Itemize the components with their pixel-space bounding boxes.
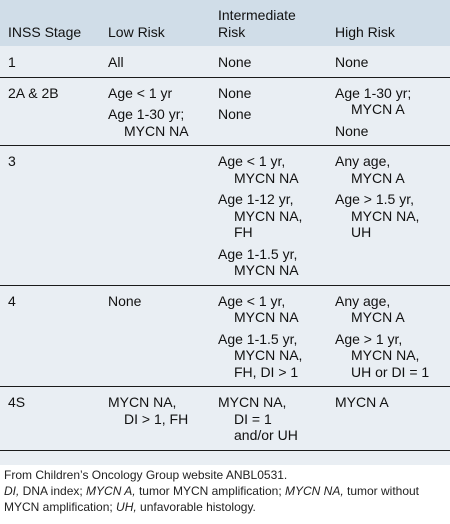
criteria-line: Any age, xyxy=(335,292,391,309)
criteria-line: Age > 1 yr, xyxy=(335,330,403,347)
criteria-line: Age < 1 yr xyxy=(108,84,173,101)
abbreviation-definition: tumor without MYCN amplification; xyxy=(4,484,420,514)
abbreviation-definition: DNA index; xyxy=(19,484,87,498)
cell-intermediate-risk xyxy=(210,46,327,77)
risk-criteria-entry xyxy=(218,85,325,102)
cell-low-risk xyxy=(100,285,210,387)
criteria-line: None xyxy=(108,292,142,309)
risk-criteria-entry xyxy=(335,394,448,411)
risk-criteria-entry xyxy=(335,191,448,241)
criteria-line: MYCN NA, xyxy=(234,207,303,224)
criteria-line: None xyxy=(218,106,252,122)
risk-criteria-entry xyxy=(335,331,448,381)
cell-inss-stage: 3 xyxy=(8,153,16,169)
cell-inss-stage: 4 xyxy=(8,292,16,309)
risk-criteria-entry xyxy=(108,293,208,310)
risk-criteria-entry xyxy=(335,293,448,326)
criteria-line: Age 1-1.5 yr, xyxy=(218,330,298,347)
risk-criteria-entry xyxy=(218,293,325,326)
risk-criteria-entry xyxy=(335,54,448,71)
header-intermediate-risk: Intermediate Risk xyxy=(210,0,327,46)
table-row xyxy=(0,77,450,146)
criteria-line: Age 1-1.5 yr, xyxy=(218,245,298,262)
risk-criteria-entry xyxy=(218,394,325,444)
criteria-line: Age < 1 yr, xyxy=(218,292,286,309)
cell-low-risk xyxy=(100,146,210,286)
table-row xyxy=(0,387,450,451)
criteria-line: None xyxy=(335,54,369,70)
header-row xyxy=(0,0,450,46)
criteria-line: UH xyxy=(351,224,372,240)
criteria-line: MYCN NA, xyxy=(108,394,177,410)
cell-low-risk xyxy=(100,387,210,451)
cell-intermediate-risk xyxy=(210,77,327,146)
caption-source: From Children’s Oncology Group website ANBL0531. xyxy=(4,468,288,482)
criteria-line: Age 1-12 yr, xyxy=(218,191,294,207)
cell-high-risk xyxy=(327,146,450,286)
cell-low-risk xyxy=(100,77,210,146)
criteria-line: Age 1-30 yr; xyxy=(108,106,185,122)
criteria-line: UH or DI = 1 xyxy=(351,363,430,380)
cell-inss-stage: 1 xyxy=(8,54,16,70)
cell-high-risk xyxy=(327,77,450,146)
abbreviation-term: DI, xyxy=(4,484,20,498)
cell-high-risk xyxy=(327,387,450,451)
criteria-line: MYCN NA xyxy=(124,122,189,139)
criteria-line: Age < 1 yr, xyxy=(218,153,286,169)
table-row xyxy=(0,285,450,387)
criteria-line: Age > 1.5 yr, xyxy=(335,191,414,207)
criteria-line: MYCN A xyxy=(351,169,405,186)
cell-low-risk xyxy=(100,46,210,77)
criteria-line: MYCN A xyxy=(351,309,405,325)
criteria-line: MYCN NA xyxy=(234,309,299,325)
criteria-line: MYCN NA, xyxy=(234,347,303,363)
risk-criteria-entry xyxy=(218,191,325,241)
table-row xyxy=(0,46,450,77)
caption-abbreviations xyxy=(4,483,450,515)
header-high-risk: High Risk xyxy=(327,0,450,46)
criteria-line: DI > 1, FH xyxy=(124,410,189,427)
cell-intermediate-risk xyxy=(210,285,327,387)
criteria-line: MYCN NA xyxy=(234,169,299,186)
criteria-line: None xyxy=(218,84,252,101)
header-inss-stage: INSS Stage xyxy=(0,0,100,46)
criteria-line: None xyxy=(335,122,369,139)
risk-criteria-entry xyxy=(218,153,325,186)
criteria-line: and/or UH xyxy=(234,427,298,443)
risk-criteria-entry xyxy=(108,106,208,139)
cell-intermediate-risk xyxy=(210,387,327,451)
criteria-line: MYCN NA, xyxy=(351,347,420,363)
cell-inss-stage: 2A & 2B xyxy=(8,84,59,101)
criteria-line: MYCN A xyxy=(335,394,389,410)
abbreviation-definition: unfavorable histology. xyxy=(136,500,256,514)
table-caption xyxy=(0,467,450,515)
criteria-line: MYCN A xyxy=(351,101,405,117)
cell-intermediate-risk xyxy=(210,146,327,286)
criteria-line: MYCN NA, xyxy=(218,394,287,410)
risk-criteria-entry xyxy=(218,246,325,279)
cell-inss-stage: 4S xyxy=(8,394,26,410)
cell-high-risk xyxy=(327,46,450,77)
criteria-line: FH xyxy=(234,224,253,240)
abbreviation-term: MYCN A, xyxy=(86,484,136,498)
criteria-line: DI = 1 xyxy=(234,410,272,427)
risk-criteria-entry xyxy=(108,85,208,102)
criteria-line: All xyxy=(108,54,124,70)
risk-criteria-entry xyxy=(218,106,325,123)
risk-criteria-entry xyxy=(335,153,448,186)
criteria-line: None xyxy=(218,54,252,70)
risk-criteria-entry xyxy=(218,331,325,381)
abbreviation-term: UH, xyxy=(116,500,137,514)
table-row xyxy=(0,146,450,286)
criteria-line: FH, DI > 1 xyxy=(234,363,299,380)
risk-criteria-entry xyxy=(108,54,208,71)
criteria-line: Any age, xyxy=(335,153,391,169)
risk-criteria-entry xyxy=(335,85,448,118)
risk-criteria-entry xyxy=(108,394,208,427)
risk-criteria-entry xyxy=(218,54,325,71)
abbreviation-definition: tumor MYCN amplification; xyxy=(135,484,285,498)
risk-criteria-entry xyxy=(335,123,448,140)
criteria-line: Age 1-30 yr; xyxy=(335,84,412,101)
header-low-risk: Low Risk xyxy=(100,0,210,46)
criteria-line: MYCN NA, xyxy=(351,207,420,224)
cell-high-risk xyxy=(327,285,450,387)
table-body xyxy=(0,46,450,450)
criteria-line: MYCN NA xyxy=(234,262,299,278)
abbreviation-term: MYCN NA, xyxy=(284,484,344,498)
